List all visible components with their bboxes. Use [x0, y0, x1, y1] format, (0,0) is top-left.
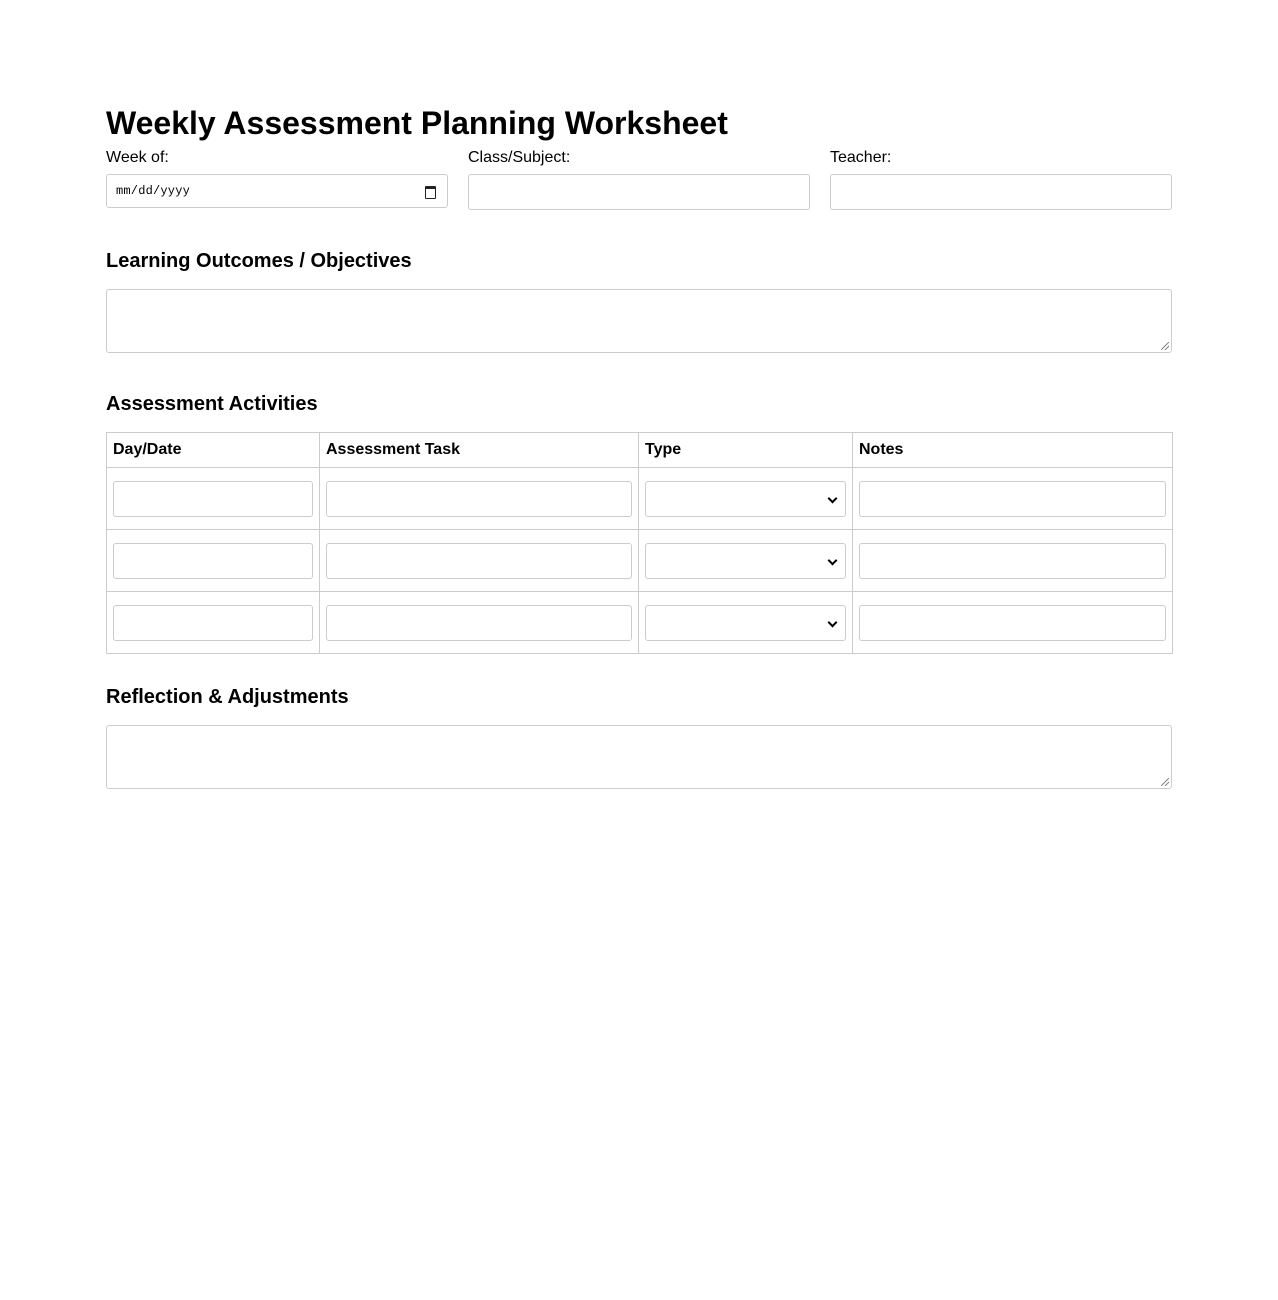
resize-grip-icon[interactable] [1161, 342, 1169, 350]
task-input[interactable] [326, 605, 632, 641]
task-cell [320, 530, 639, 592]
day-cell [107, 530, 320, 592]
day-input[interactable] [113, 543, 313, 579]
day-cell [107, 592, 320, 654]
class-subject-label: Class/Subject: [468, 149, 571, 166]
resize-grip-icon[interactable] [1161, 778, 1169, 786]
chevron-down-icon [828, 493, 838, 503]
outcomes-textarea[interactable] [106, 289, 1172, 353]
table-header-row [107, 433, 1173, 468]
week-date-input[interactable] [106, 174, 448, 208]
table-row [107, 468, 1173, 530]
class-subject-input[interactable] [468, 174, 810, 210]
notes-input[interactable] [859, 543, 1166, 579]
type-select[interactable] [645, 481, 846, 517]
day-input[interactable] [113, 481, 313, 517]
task-input[interactable] [326, 543, 632, 579]
type-cell [639, 468, 853, 530]
reflection-textarea[interactable] [106, 725, 1172, 789]
type-select[interactable] [645, 543, 846, 579]
notes-cell [853, 592, 1173, 654]
info-row [106, 149, 1172, 210]
column-header-notes: Notes [853, 433, 1173, 468]
column-header-type: Type [639, 433, 853, 468]
notes-input[interactable] [859, 605, 1166, 641]
reflection-heading: Reflection & Adjustments [106, 686, 349, 708]
notes-cell [853, 468, 1173, 530]
activities-table [106, 432, 1173, 654]
week-label: Week of: [106, 149, 169, 166]
column-header-task: Assessment Task [320, 433, 639, 468]
task-input[interactable] [326, 481, 632, 517]
teacher-label: Teacher: [830, 149, 892, 166]
week-field [106, 149, 448, 210]
date-placeholder: mm/dd/yyyy [116, 184, 191, 198]
table-row [107, 530, 1173, 592]
notes-input[interactable] [859, 481, 1166, 517]
outcomes-heading: Learning Outcomes / Objectives [106, 250, 412, 272]
notes-cell [853, 530, 1173, 592]
table-row [107, 592, 1173, 654]
type-select[interactable] [645, 605, 846, 641]
chevron-down-icon [828, 555, 838, 565]
day-cell [107, 468, 320, 530]
column-header-day: Day/Date [107, 433, 320, 468]
type-cell [639, 530, 853, 592]
page-title: Weekly Assessment Planning Worksheet [106, 105, 728, 141]
class-subject-field [468, 149, 810, 210]
teacher-field [830, 149, 1172, 210]
day-input[interactable] [113, 605, 313, 641]
task-cell [320, 592, 639, 654]
task-cell [320, 468, 639, 530]
chevron-down-icon [828, 617, 838, 627]
type-cell [639, 592, 853, 654]
teacher-input[interactable] [830, 174, 1172, 210]
calendar-icon[interactable] [425, 186, 436, 199]
activities-heading: Assessment Activities [106, 393, 318, 415]
